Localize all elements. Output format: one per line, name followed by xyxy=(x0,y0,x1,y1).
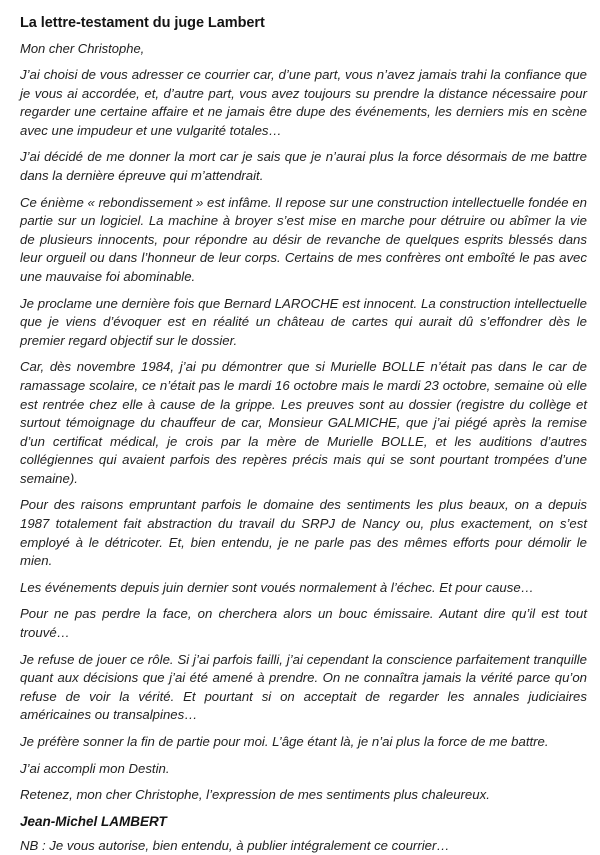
letter-paragraph-11: J’ai accompli mon Destin. xyxy=(20,760,170,776)
letter-paragraph-4: Je proclame une dernière fois que Bernard LAROCHE est innocent. La construction intellectuelle que je viens d’évoquer est en réalité un château de cartes qui aurait dû s’effondrer dès le premier regard objectif sur le dossier. xyxy=(20,295,587,348)
letter-paragraph-6: Pour des raisons empruntant parfois le domaine des sentiments les plus beaux, on a depuis 1987 totalement fait abstraction du travail du SRPJ de Nancy ou, plus exactement, on s’est employé à le détricoter. Et, bien entendu, je ne parle pas des mêmes efforts pour démolir le mien. xyxy=(20,497,587,569)
letter-paragraph-1: J’ai choisi de vous adresser ce courrier car, d’une part, vous n’avez jamais trahi la confiance que je vous ai accordée, et, d’autre part, vous avez toujours su prendre la distance nécessaire pour regarder une certaine affaire et ne jamais être dupe des événements, les derniers mis en scène avec une impudeur et une vulgarité totales… xyxy=(20,67,587,138)
letter-paragraph-10: Je préfère sonner la fin de partie pour moi. L’âge étant là, je n’ai plus la force de me battre. xyxy=(20,734,549,749)
letter-closing: Retenez, mon cher Christophe, l’expression de mes sentiments plus chaleureux. xyxy=(20,787,490,803)
signature: Jean-Michel LAMBERT xyxy=(20,813,167,829)
letter-paragraph-5: Car, dès novembre 1984, j’ai pu démontrer que si Murielle BOLLE n’était pas dans le car de ramassage scolaire, ce n’était pas le mardi 16 octobre mais le mardi 23 octobre, semaine où elle est rentrée chez elle à cause de la grippe. Les preuves sont au dossier (registre du collège et surtout témoignage du chauffeur de car, Monsieur GALMICHE, que j’ai piégé après la remise d’un certificat médical, je crois par la mère de Murielle BOLLE, et les auditions d’autres collégiennes qui avaient parfois des repères précis mais qui se sont pourtant trompées d’une semaine). xyxy=(20,359,587,486)
letter-greeting: Mon cher Christophe, xyxy=(20,41,145,56)
letter-paragraph-8: Pour ne pas perdre la face, on cherchera alors un bouc émissaire. Autant dire qu’il est tout trouvé… xyxy=(20,606,587,641)
letter-paragraph-2: J’ai décidé de me donner la mort car je sais que je n’aurai plus la force désormais de me battre dans la dernière épreuve qui m’attendrait. xyxy=(20,149,587,183)
letter-paragraph-3: Ce énième « rebondissement » est infâme. Il repose sur une construction intellectuelle fondée en partie sur un logiciel. La machine à broyer s’est mise en marche pour détruire ou abîmer la vie de plusieurs innocents, pour répondre au désir de revanche de quelques esprits blessés dans leur orgueil ou dans l’honneur de leur corps. Certains de mes confrères ont emboîté le pas avec une mauvaise foi abominable. xyxy=(20,194,587,284)
page-title: La lettre-testament du juge Lambert xyxy=(20,15,265,31)
letter-paragraph-7: Les événements depuis juin dernier sont voués normalement à l’échec. Et pour cause… xyxy=(20,579,534,595)
letter-paragraph-9: Je refuse de jouer ce rôle. Si j’ai parfois failli, j’ai cependant la conscience parfaitement tranquille quant aux décisions que j’ai été amené à prendre. On ne connaîtra jamais la vérité parce qu’on refuse de voir la vérité. Et pourtant si on acceptait de regarder les annales judiciaires américaines ou transalpines… xyxy=(20,651,587,723)
nb-note: NB : Je vous autorise, bien entendu, à publier intégralement ce courrier… xyxy=(20,837,450,853)
